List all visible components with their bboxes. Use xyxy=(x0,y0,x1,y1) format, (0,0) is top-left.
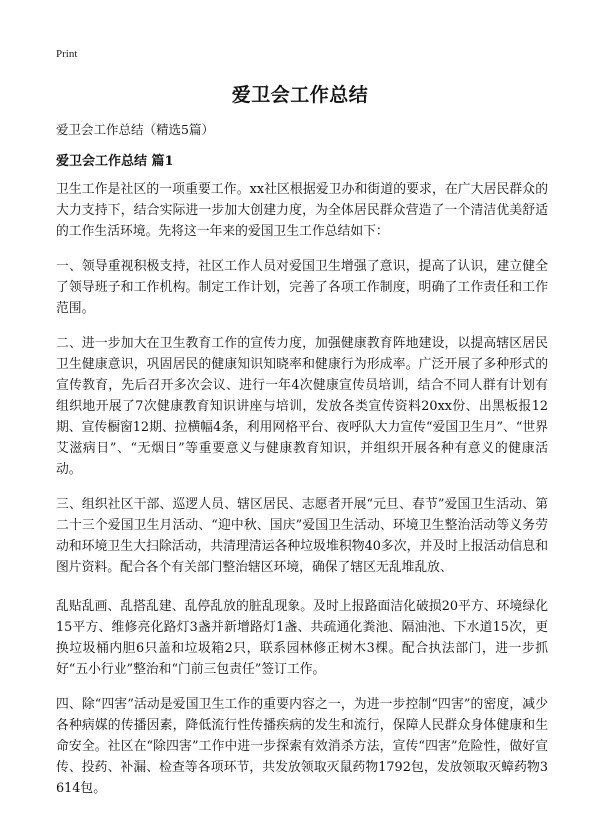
print-link[interactable]: Print xyxy=(56,48,78,60)
paragraph-education: 二、进一步加大在卫生教育工作的宣传力度，加强健康教育阵地建设，以提高辖区居民卫生健康意识，巩固居民的健康知识知晓率和健康行为形成率。广泛开展了多种形式的宣传教育，先后召开多次会议、进行一年4次健康宣传员培训，结合不同人群有计划有组织地开展了7次健康教育知识讲座与培训，发放各类宣传资料20xx份、出黑板报12期、宣传橱窗12期、拉横幅4条，利用网格平台、夜呼队大力宣传“爱国卫生月”、“世界艾滋病日”、“无烟日”等重要意义与健康教育知识，并组织开展各种有意义的健康活动。 xyxy=(56,336,548,477)
paragraph-cleanup-continued: 乱贴乱画、乱搭乱建、乱停乱放的脏乱现象。及时上报路面洁化破损20平方、环境绿化15平方、维修亮化路灯3盏并新增路灯1盏、共疏通化粪池、隔油池、下水道15次，更换垃圾桶内胆6只盖和垃圾箱2只，联系园林修正树木3棵。配合执法部门，进一步抓好“五小行业”整治和“门前三包责任”签订工作。 xyxy=(56,599,548,677)
paragraph-pest-control: 四、除“四害”活动是爱国卫生工作的重要内容之一，为进一步控制“四害”的密度，减少各种病媒的传播因素，降低流行性传播疾病的发生和流行，保障人民群众身体健康和生命安全。社区在“除四害”工作中进一步探索有效消杀方法，宣传“四害”危险性，做好宣传、投药、补漏、检查等各项环节，共发放领取灭鼠药物1792包，发放领取灭蟑药物3614包。 xyxy=(56,697,548,796)
section-heading: 爱卫会工作总结 篇1 xyxy=(56,154,174,169)
paragraph-leadership: 一、领导重视积极支持，社区工作人员对爱国卫生增强了意识，提高了认识，建立健全了领导班子和工作机构。制定工作计划，完善了各项工作制度，明确了工作责任和工作范围。 xyxy=(56,259,548,316)
document-subtitle: 爱卫会工作总结（精选5篇） xyxy=(56,122,214,137)
document-body xyxy=(56,179,548,813)
paragraph-cleanup: 三、组织社区干部、巡逻人员、辖区居民、志愿者开展“元旦、春节”爱国卫生活动、第二十三个爱国卫生月活动、“迎中秋、国庆”爱国卫生活动、环境卫生整治活动等义务劳动和环境卫生大扫除活动，共清理清运各种垃圾堆积物40多次，并及时上报活动信息和图片资料。配合各个有关部门整治辖区环境，确保了辖区无乱堆乱放、 xyxy=(56,497,548,575)
paragraph-intro: 卫生工作是社区的一项重要工作。xx社区根据爱卫办和街道的要求，在广大居民群众的大力支持下，结合实际进一步加大创建力度，为全体居民群众营造了一个清洁优美舒适的工作生活环境。先将这一年来的爱国卫生工作总结如下： xyxy=(56,182,548,239)
document-title: 爱卫会工作总结 xyxy=(231,84,369,106)
